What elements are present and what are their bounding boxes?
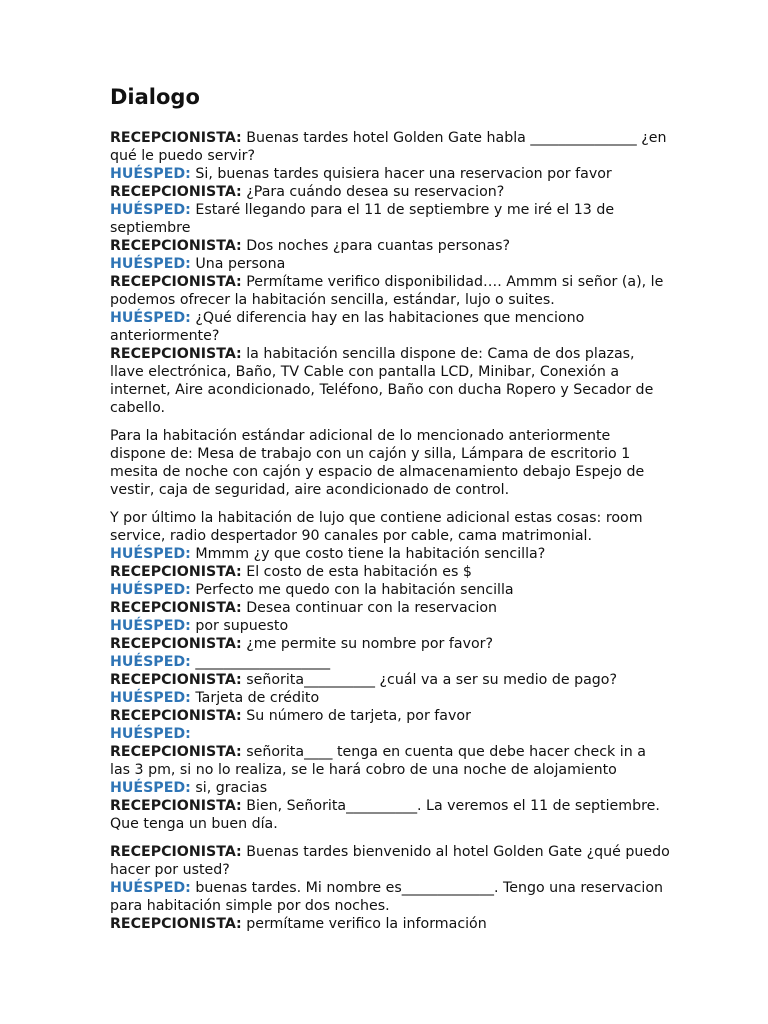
- speaker-recepcionista: RECEPCIONISTA:: [110, 672, 242, 688]
- line-text: Una persona: [190, 256, 286, 272]
- line-text: buenas tardes. Mi nombre es_____________. Tengo una reservacion para habitación simple por dos noches.: [110, 880, 664, 914]
- speaker-huesped: HUÉSPED:: [110, 880, 191, 896]
- speaker-huesped: HUÉSPED:: [110, 654, 191, 670]
- speaker-recepcionista: RECEPCIONISTA:: [110, 916, 242, 932]
- speaker-recepcionista: RECEPCIONISTA:: [110, 636, 242, 652]
- line-text: señorita____ tenga en cuenta que debe hacer check in a las 3 pm, si no lo realiza, se le hará cobro de una noche de alojamiento: [110, 744, 646, 778]
- speaker-recepcionista: RECEPCIONISTA:: [110, 184, 242, 200]
- dialog-line: [110, 743, 670, 779]
- dialog-line: [110, 671, 670, 689]
- dialog-line: [110, 635, 670, 653]
- narrative-paragraph: [110, 509, 670, 545]
- paragraph-gap: [110, 499, 670, 509]
- line-text: Su número de tarjeta, por favor: [241, 708, 471, 724]
- line-text: por supuesto: [190, 618, 289, 634]
- speaker-huesped: HUÉSPED:: [110, 582, 191, 598]
- line-text: señorita__________ ¿cuál va a ser su medio de pago?: [241, 672, 617, 688]
- dialog-line: [110, 879, 670, 915]
- line-text: la habitación sencilla dispone de: Cama de dos plazas, llave electrónica, Baño, TV Cable con pantalla LCD, Minibar, Conexión a internet, Aire acondicionado, Teléfono, Baño con ducha Ropero y Secador de cabello.: [110, 346, 654, 416]
- dialog-line: [110, 779, 670, 797]
- dialog-line: [110, 129, 670, 165]
- dialog-block: [110, 129, 670, 417]
- dialog-line: [110, 273, 670, 309]
- line-text: Estaré llegando para el 11 de septiembre y me iré el 13 de septiembre: [110, 202, 615, 236]
- speaker-recepcionista: RECEPCIONISTA:: [110, 744, 242, 760]
- line-text: Bien, Señorita__________. La veremos el 11 de septiembre. Que tenga un buen día.: [110, 798, 660, 832]
- dialog-line: [110, 183, 670, 201]
- line-text: Buenas tardes bienvenido al hotel Golden Gate ¿qué puedo hacer por usted?: [110, 844, 670, 878]
- dialog-line: [110, 255, 670, 273]
- dialog-line: [110, 563, 670, 581]
- speaker-huesped: HUÉSPED:: [110, 202, 191, 218]
- line-text: Dos noches ¿para cuantas personas?: [241, 238, 510, 254]
- dialog-line: [110, 725, 670, 743]
- speaker-huesped: HUÉSPED:: [110, 780, 191, 796]
- dialog-line: [110, 345, 670, 417]
- dialog-line: [110, 581, 670, 599]
- dialog-line: [110, 617, 670, 635]
- dialog-body: [110, 129, 670, 933]
- dialog-line: [110, 545, 670, 563]
- line-text: ¿me permite su nombre por favor?: [241, 636, 494, 652]
- speaker-recepcionista: RECEPCIONISTA:: [110, 130, 242, 146]
- dialog-block: [110, 843, 670, 933]
- dialog-line: [110, 797, 670, 833]
- dialog-line: [110, 165, 670, 183]
- speaker-recepcionista: RECEPCIONISTA:: [110, 798, 242, 814]
- paragraph-gap: [110, 417, 670, 427]
- speaker-recepcionista: RECEPCIONISTA:: [110, 844, 242, 860]
- line-text: Para la habitación estándar adicional de lo mencionado anteriormente dispone de: Mesa de trabajo con un cajón y silla, Lámpara de escritorio 1 mesita de noche con cajón y espacio de almacenamiento debajo Espejo de vestir, caja de seguridad, aire acondicionado de control.: [110, 428, 645, 498]
- line-text: ¿Qué diferencia hay en las habitaciones que menciono anteriormente?: [110, 310, 585, 344]
- line-text: Buenas tardes hotel Golden Gate habla _______________ ¿en qué le puedo servir?: [110, 130, 667, 164]
- document-page: [110, 84, 670, 933]
- speaker-huesped: HUÉSPED:: [110, 618, 191, 634]
- line-text: ¿Para cuándo desea su reservacion?: [241, 184, 505, 200]
- dialog-line: [110, 201, 670, 237]
- speaker-recepcionista: RECEPCIONISTA:: [110, 600, 242, 616]
- dialog-line: [110, 237, 670, 255]
- speaker-recepcionista: RECEPCIONISTA:: [110, 708, 242, 724]
- line-text: Desea continuar con la reservacion: [241, 600, 498, 616]
- line-text: Permítame verifico disponibilidad…. Ammm si señor (a), le podemos ofrecer la habitación sencilla, estándar, lujo o suites.: [110, 274, 664, 308]
- speaker-huesped: HUÉSPED:: [110, 310, 191, 326]
- document-title: Dialogo: [110, 85, 200, 109]
- narrative-paragraph: [110, 427, 670, 499]
- speaker-recepcionista: RECEPCIONISTA:: [110, 346, 242, 362]
- dialog-block: [110, 509, 670, 833]
- line-text: Tarjeta de crédito: [190, 690, 320, 706]
- dialog-line: [110, 915, 670, 933]
- speaker-recepcionista: RECEPCIONISTA:: [110, 564, 242, 580]
- speaker-huesped: HUÉSPED:: [110, 546, 191, 562]
- dialog-block: [110, 427, 670, 499]
- line-text: Si, buenas tardes quisiera hacer una reservacion por favor: [190, 166, 612, 182]
- speaker-huesped: HUÉSPED:: [110, 726, 191, 742]
- dialog-line: [110, 599, 670, 617]
- dialog-line: [110, 689, 670, 707]
- speaker-huesped: HUÉSPED:: [110, 166, 191, 182]
- dialog-line: [110, 707, 670, 725]
- line-text: si, gracias: [190, 780, 268, 796]
- line-text: Mmmm ¿y que costo tiene la habitación sencilla?: [190, 546, 546, 562]
- dialog-line: [110, 653, 670, 671]
- line-text: El costo de esta habitación es $: [241, 564, 472, 580]
- speaker-huesped: HUÉSPED:: [110, 256, 191, 272]
- dialog-line: [110, 309, 670, 345]
- paragraph-gap: [110, 833, 670, 843]
- line-text: permítame verifico la información: [241, 916, 487, 932]
- speaker-huesped: HUÉSPED:: [110, 690, 191, 706]
- line-text: Y por último la habitación de lujo que contiene adicional estas cosas: room service, radio despertador 90 canales por cable, cama matrimonial.: [110, 510, 643, 544]
- speaker-recepcionista: RECEPCIONISTA:: [110, 274, 242, 290]
- speaker-recepcionista: RECEPCIONISTA:: [110, 238, 242, 254]
- line-text: Perfecto me quedo con la habitación sencilla: [190, 582, 514, 598]
- dialog-line: [110, 843, 670, 879]
- line-text: ___________________: [190, 654, 331, 670]
